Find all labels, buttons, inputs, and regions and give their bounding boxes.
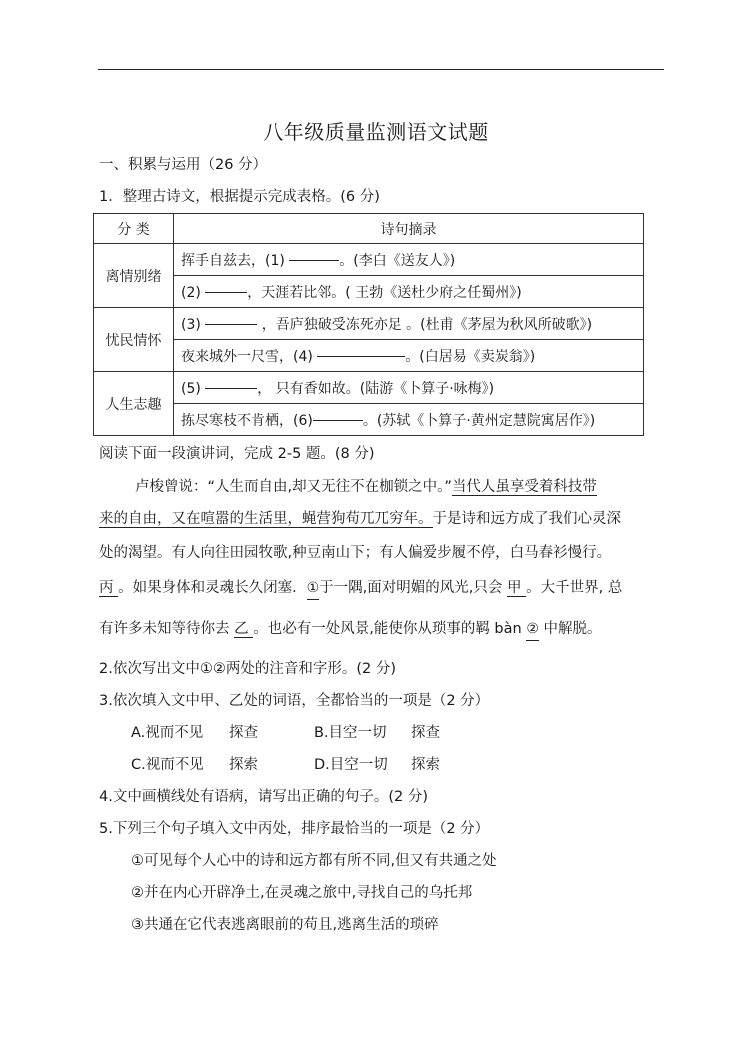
verse-text: ，天涯若比邻。( 王勃《送杜少府之任蜀州》) [247, 284, 522, 301]
option-row [131, 755, 440, 775]
verse-cell [174, 372, 644, 404]
passage-text: 有许多未知等待你去 [99, 621, 235, 637]
blank-yi: 乙 [234, 621, 254, 637]
passage-text: 于一隅,面对明媚的风光,只会 [319, 580, 507, 596]
verse-cell [174, 340, 644, 372]
passage-text: 中解脱。 [538, 621, 602, 637]
passage-text: 处的渴望。有人向往田园牧歌,种豆南山下；有人偏爱步履不停，白马春衫慢行。 [99, 545, 612, 561]
option-c: C.视而不见 [131, 757, 204, 773]
category-cell: 忧民情怀 [94, 308, 174, 372]
question-2: 2.依次写出文中①②两处的注音和字形。(2 分) [99, 661, 396, 677]
verse-text: (2) [181, 284, 206, 301]
blank-jia: 甲 [507, 580, 527, 596]
verse-cell [174, 276, 644, 308]
verse-text: 夜来城外一尺雪，(4) [181, 348, 318, 365]
option-a-word: 探查 [229, 725, 258, 741]
underlined-sentence: 当代人虽享受着科技带 [451, 479, 597, 495]
passage-text: 于是诗和远方成了我们心灵深 [432, 511, 621, 527]
answer-blank [317, 356, 405, 357]
header-category: 分 类 [94, 214, 174, 244]
verse-text: 挥手自兹去，(1) [181, 252, 290, 269]
passage-line [135, 476, 597, 498]
verse-text: ，吾庐独破受冻死亦足 。(杜甫《茅屋为秋风所破歌》) [257, 316, 593, 333]
answer-blank [205, 324, 257, 325]
verse-text: 。(白居易《卖炭翁》) [405, 348, 536, 365]
table-row [94, 276, 644, 308]
option-b: B.目空一切 [314, 725, 387, 741]
passage-line [99, 577, 622, 600]
verse-text: ， 只有香如故。(陆游《卜算子·咏梅》) [257, 380, 495, 397]
verse-text: 。(苏轼《卜算子·黄州定慧院寓居作》) [362, 412, 596, 429]
option-c-word: 探索 [229, 757, 258, 773]
table-row [94, 244, 644, 276]
passage-text: 卢梭曾说：“人生而自由,却又无往不在枷锁之中。” [135, 479, 452, 495]
sentence-option: ②并在内心开辟净土,在灵魂之旅中,寻找自己的乌托邦 [131, 885, 473, 901]
blank-bing: 丙 [99, 580, 119, 596]
verse-text: (3) [181, 316, 206, 333]
question-4: 4.文中画横线处有语病，请写出正确的句子。(2 分) [99, 789, 428, 805]
page-title: 八年级质量监测语文试题 [263, 120, 489, 144]
table-row [94, 372, 644, 404]
answer-blank [289, 260, 339, 261]
option-b-word: 探查 [411, 725, 440, 741]
answer-blank [205, 388, 257, 389]
header-rule [98, 69, 664, 70]
verse-cell [174, 308, 644, 340]
passage-line [99, 508, 621, 530]
table-header-row [94, 214, 644, 244]
sentence-option: ③共通在它代表逃离眼前的苟且,逃离生活的琐碎 [131, 917, 439, 933]
passage-text: 。大千世界, 总 [526, 580, 623, 596]
verse-text: (5) [181, 380, 206, 397]
question-5: 5.下列三个句子填入文中丙处，排序最恰当的一项是（2 分） [99, 821, 490, 837]
category-cell: 人生志趣 [94, 372, 174, 436]
table-row [94, 340, 644, 372]
passage-line [99, 618, 602, 641]
verse-text: 。(李白《送友人》) [339, 252, 456, 269]
option-a: A.视而不见 [131, 725, 204, 741]
option-d-word: 探索 [411, 757, 440, 773]
answer-blank [205, 292, 247, 293]
verse-cell [174, 244, 644, 276]
option-d: D.目空一切 [314, 757, 388, 773]
table-row [94, 308, 644, 340]
header-verses: 诗句摘录 [174, 214, 644, 244]
question-3: 3.依次填入文中甲、乙处的词语，全都恰当的一项是（2 分） [99, 693, 490, 709]
poem-table [93, 213, 644, 436]
sentence-option: ①可见每个人心中的诗和远方都有所不同,但又有共通之处 [131, 853, 497, 869]
blank-marker-2: ② [526, 618, 539, 641]
underlined-sentence: 来的自由，又在喧嚣的生活里，蝇营狗苟兀兀穷年。 [99, 511, 433, 527]
passage-line [99, 542, 611, 564]
verse-cell [174, 404, 644, 436]
question-1: 1．整理古诗文，根据提示完成表格。(6 分) [99, 189, 380, 205]
reading-intro: 阅读下面一段演讲词，完成 2-5 题。(8 分) [99, 446, 375, 462]
passage-text: 。也必有一处风景,能使你从琐事的羁 bàn [253, 621, 527, 637]
verse-text: 拣尽寒枝不肯栖，(6) [181, 412, 313, 429]
answer-blank [313, 420, 363, 421]
passage-text: 。如果身体和灵魂长久闭塞． [118, 580, 307, 596]
option-row [131, 723, 440, 743]
category-cell: 离情别绪 [94, 244, 174, 308]
blank-marker-1: ① [307, 577, 320, 600]
section-heading: 一、积累与运用（26 分） [99, 157, 268, 173]
table-row [94, 404, 644, 436]
